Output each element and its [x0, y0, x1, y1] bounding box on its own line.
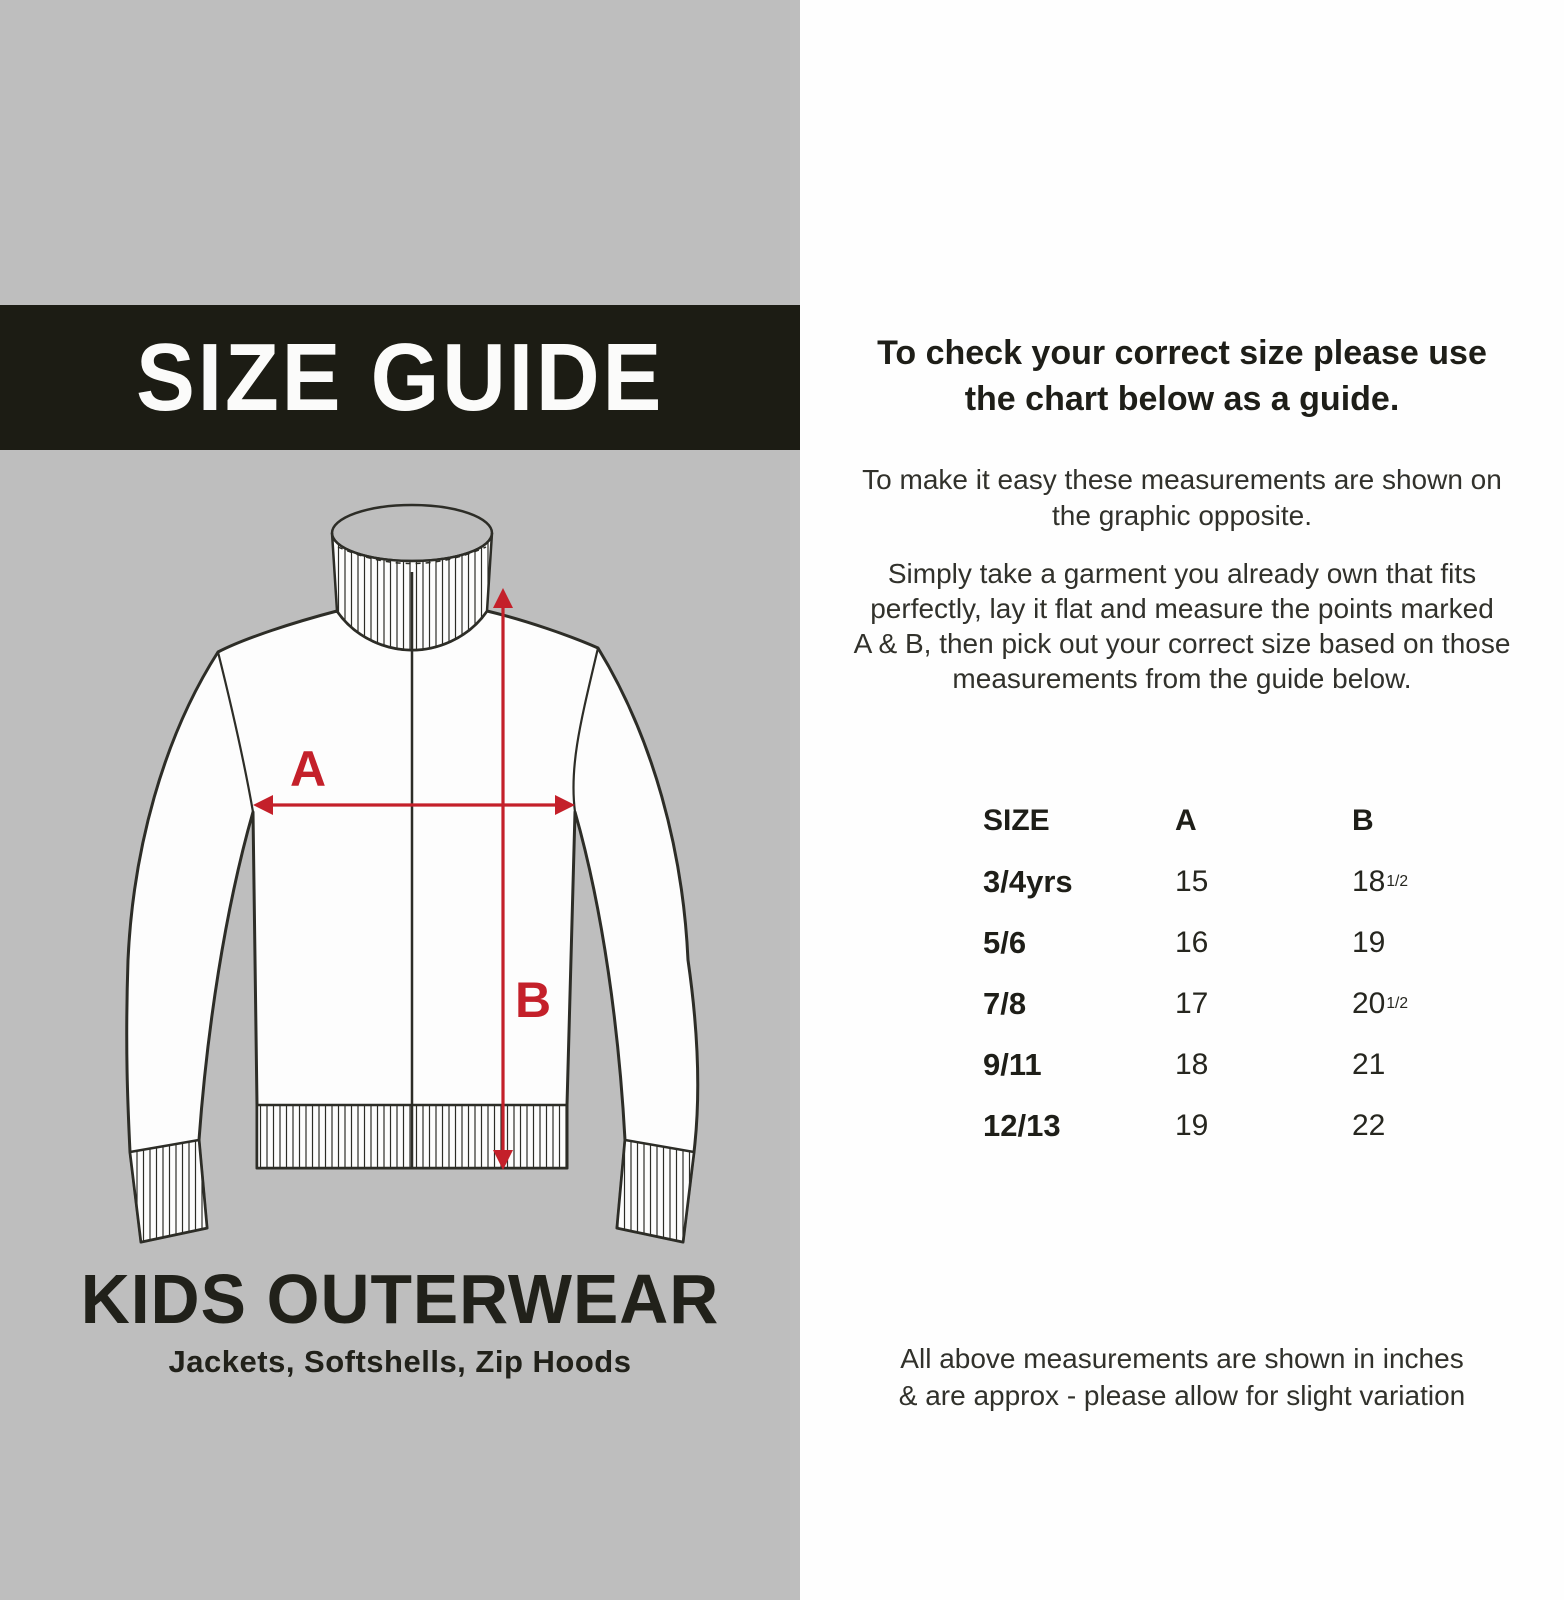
table-row-a: 17 — [1175, 986, 1209, 1020]
table-row-size: 3/4yrs — [983, 863, 1073, 899]
b-value: 22 — [1352, 1108, 1386, 1142]
table-row-size: 12/13 — [983, 1107, 1061, 1143]
col-header-b: B — [1352, 803, 1374, 837]
b-value: 20 — [1352, 986, 1386, 1020]
instructions-line-1: Simply take a garment you already own that fits — [887, 558, 1477, 589]
footnote-line-2: & are approx - please allow for slight variation — [898, 1380, 1466, 1411]
col-header-a: A — [1175, 803, 1197, 837]
category-title: KIDS OUTERWEAR — [80, 1260, 720, 1338]
instructions-text — [800, 556, 1564, 696]
left-cuff-rib — [130, 1140, 207, 1242]
table-row-b — [1352, 1034, 1453, 1095]
measure-b-label: B — [514, 972, 552, 1028]
heading-line-1: To check your correct size please use — [877, 334, 1487, 372]
b-value: 18 — [1352, 864, 1386, 898]
table-row-a: 19 — [1175, 1108, 1209, 1142]
table-row-size: 5/6 — [983, 924, 1027, 960]
right-cuff-rib — [617, 1140, 694, 1242]
b-value: 19 — [1352, 925, 1386, 959]
size-table — [983, 790, 1453, 1156]
intro-line-2: the graphic opposite. — [1052, 500, 1312, 531]
b-value: 21 — [1352, 1047, 1386, 1081]
table-row-a: 15 — [1175, 864, 1209, 898]
table-row-b: 18 1/2 — [1352, 864, 1409, 898]
measure-a-label: A — [289, 741, 327, 797]
jacket-diagram — [95, 490, 705, 1260]
banner-title: SIZE GUIDE — [135, 323, 665, 431]
instructions-line-3: A & B, then pick out your correct size based on those — [853, 628, 1511, 659]
heading — [800, 330, 1564, 422]
category-block — [0, 1262, 800, 1380]
instructions-line-2: perfectly, lay it flat and measure the points marked — [870, 593, 1494, 624]
size-guide-banner — [0, 305, 800, 450]
right-panel — [800, 0, 1564, 1600]
col-header-size: SIZE — [983, 803, 1050, 837]
instructions-line-4: measurements from the guide below. — [952, 663, 1412, 694]
footnote — [800, 1340, 1564, 1414]
table-row-b: 20 1/2 — [1352, 986, 1409, 1020]
heading-line-2: the chart below as a guide. — [964, 380, 1400, 418]
intro-line-1: To make it easy these measurements are shown on — [862, 464, 1502, 495]
table-row-b — [1352, 1095, 1453, 1156]
category-subtitle: Jackets, Softshells, Zip Hoods — [168, 1343, 632, 1379]
table-row-b — [1352, 912, 1453, 973]
table-row-size: 9/11 — [983, 1046, 1042, 1082]
intro-text — [800, 462, 1564, 534]
table-row-a: 18 — [1175, 1047, 1209, 1081]
table-row-size: 7/8 — [983, 985, 1027, 1021]
table-row-a: 16 — [1175, 925, 1209, 959]
footnote-line-1: All above measurements are shown in inches — [900, 1343, 1464, 1374]
